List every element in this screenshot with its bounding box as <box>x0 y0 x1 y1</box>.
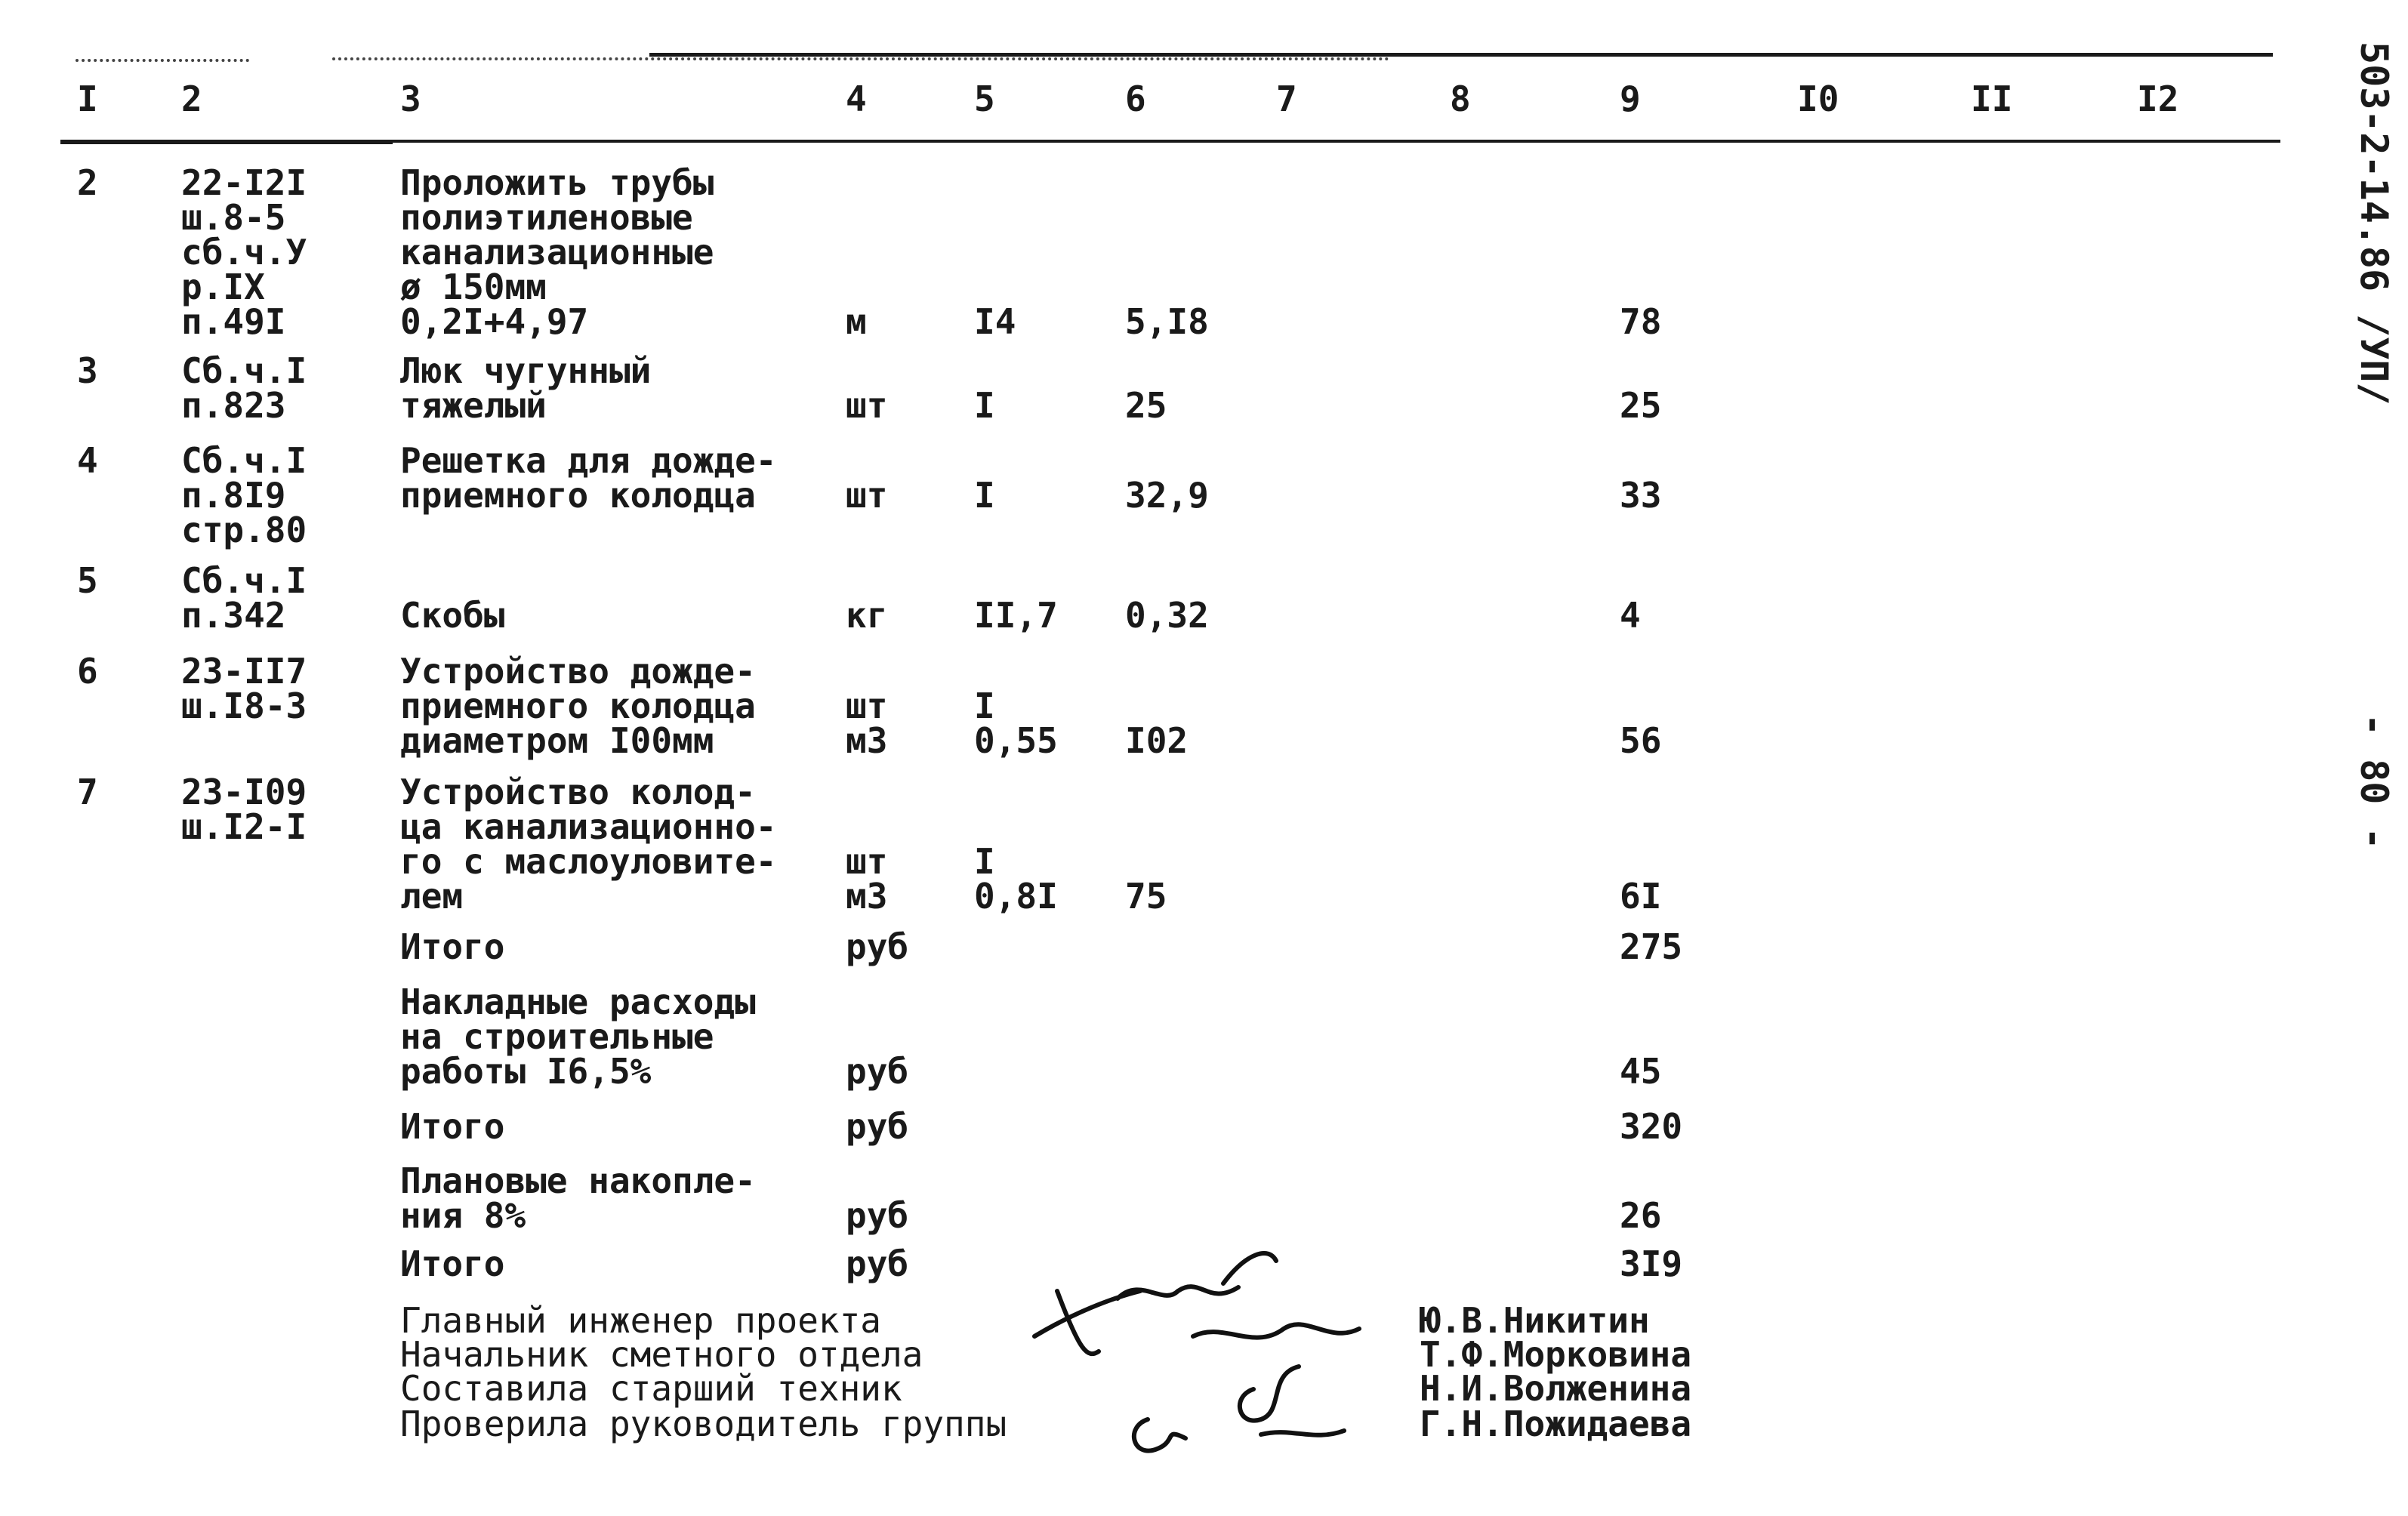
row-code-line: Сб.ч.I <box>181 560 307 601</box>
row-name-line: диаметром I00мм <box>400 720 714 761</box>
row-name-line: тяжелый <box>400 385 547 426</box>
row-name-line: канализационные <box>400 232 714 273</box>
margin-document-code: 503-2-14.86 /УП/ <box>2352 42 2396 405</box>
row-name-line: Устройство дожде- <box>400 651 756 692</box>
row-unit-price: 25 <box>1125 385 1167 426</box>
row-code-line: п.49I <box>181 301 286 342</box>
row-name-line: приемного колодца <box>400 686 756 726</box>
row-number: 7 <box>77 772 98 812</box>
row-code-line: п.342 <box>181 595 286 636</box>
top-dotted-line-left <box>76 59 249 62</box>
row-code-line: п.8I9 <box>181 475 286 516</box>
summary-label-line: Накладные расходы <box>400 981 756 1022</box>
column-header-11: II <box>1971 79 2013 119</box>
summary-label-line: ния 8% <box>400 1195 526 1236</box>
row-total: 6I <box>1620 876 1662 917</box>
row-number: 2 <box>77 162 98 203</box>
row-code-line: Сб.ч.I <box>181 440 307 481</box>
row-quantity: II,7 <box>974 595 1058 636</box>
column-header-8: 8 <box>1450 79 1471 119</box>
row-number: 3 <box>77 350 98 391</box>
row-unit: шт <box>846 385 888 426</box>
summary-label-line: Итого <box>400 1106 505 1147</box>
row-code-line: ш.I8-3 <box>181 686 307 726</box>
row-code-line: стр.80 <box>181 510 307 550</box>
summary-label-line: работы I6,5% <box>400 1051 652 1092</box>
row-code-line: сб.ч.У <box>181 232 307 273</box>
row-name-line: ца канализационно- <box>400 806 777 847</box>
column-header-6: 6 <box>1125 79 1146 119</box>
row-name-line: Решетка для дожде- <box>400 440 777 481</box>
row-unit-price: 5,I8 <box>1125 301 1209 342</box>
summary-label-line: на строительные <box>400 1016 714 1057</box>
row-unit-line: шт <box>846 841 888 882</box>
row-name-line: лем <box>400 876 464 917</box>
row-number: 5 <box>77 560 98 601</box>
row-total: 56 <box>1620 720 1662 761</box>
row-unit: кг <box>846 595 888 636</box>
row-quantity: I <box>974 475 995 516</box>
summary-label-line: Плановые накопле- <box>400 1160 756 1201</box>
header-rule-left <box>60 140 393 144</box>
row-quantity: I4 <box>974 301 1016 342</box>
signature-person: Г.Н.Пожидаева <box>1420 1404 1692 1444</box>
column-header-5: 5 <box>974 79 995 119</box>
row-code-line: ш.I2-I <box>181 806 307 847</box>
row-unit: шт <box>846 475 888 516</box>
summary-label-line: Итого <box>400 1243 505 1284</box>
row-name-line: 0,2I+4,97 <box>400 301 589 342</box>
row-name-line: приемного колодца <box>400 475 756 516</box>
signature-role: Главный инженер проекта <box>400 1300 881 1341</box>
row-name-line: полиэтиленовые <box>400 197 693 238</box>
row-name-line: Скобы <box>400 595 505 636</box>
signature-role: Проверила руководитель группы <box>400 1404 1007 1444</box>
top-dotted-line-mid <box>332 57 1389 60</box>
row-unit-price: 32,9 <box>1125 475 1209 516</box>
signature-person: Н.И.Волженина <box>1420 1368 1692 1409</box>
row-unit: м <box>846 301 867 342</box>
summary-total: 26 <box>1620 1195 1662 1236</box>
row-unit: м3 <box>846 720 888 761</box>
handwritten-signature-2 <box>1118 1344 1359 1465</box>
row-code-line: 23-I09 <box>181 772 307 812</box>
row-total: 78 <box>1620 301 1662 342</box>
row-number: 6 <box>77 651 98 692</box>
summary-unit: руб <box>846 1106 909 1147</box>
signature-person: Т.Ф.Морковина <box>1420 1334 1692 1375</box>
summary-label-line: Итого <box>400 926 505 967</box>
signature-role: Начальник сметного отдела <box>400 1334 923 1375</box>
summary-total: 275 <box>1620 926 1683 967</box>
row-code-line: ш.8-5 <box>181 197 286 238</box>
column-header-4: 4 <box>846 79 867 119</box>
column-header-3: 3 <box>400 79 421 119</box>
row-code-line: п.823 <box>181 385 286 426</box>
column-header-12: I2 <box>2137 79 2179 119</box>
row-qty-line: I <box>974 841 995 882</box>
row-code-line: Сб.ч.I <box>181 350 307 391</box>
signature-role: Составила старший техник <box>400 1368 902 1409</box>
row-unit-line: шт <box>846 686 888 726</box>
row-unit-price: 0,32 <box>1125 595 1209 636</box>
row-name-line: ø 150мм <box>400 267 547 307</box>
summary-total: 320 <box>1620 1106 1683 1147</box>
signature-person: Ю.В.Никитин <box>1420 1300 1650 1341</box>
summary-total: 3I9 <box>1620 1243 1683 1284</box>
summary-unit: руб <box>846 1243 909 1284</box>
row-code-line: 23-II7 <box>181 651 307 692</box>
row-total: 4 <box>1620 595 1641 636</box>
column-header-2: 2 <box>181 79 202 119</box>
summary-unit: руб <box>846 1051 909 1092</box>
row-qty-line: I <box>974 686 995 726</box>
row-total: 33 <box>1620 475 1662 516</box>
column-header-9: 9 <box>1620 79 1641 119</box>
row-number: 4 <box>77 440 98 481</box>
row-name-line: Устройство колод- <box>400 772 756 812</box>
row-unit-price: I02 <box>1125 720 1189 761</box>
row-name-line: Люк чугунный <box>400 350 652 391</box>
row-name-line: Проложить трубы <box>400 162 714 203</box>
row-code-line: 22-I2I <box>181 162 307 203</box>
row-quantity: 0,55 <box>974 720 1058 761</box>
row-unit: м3 <box>846 876 888 917</box>
margin-page-number: - 80 - <box>2352 713 2396 850</box>
column-header-1: I <box>77 79 98 119</box>
row-quantity: I <box>974 385 995 426</box>
column-header-10: I0 <box>1797 79 1839 119</box>
summary-unit: руб <box>846 926 909 967</box>
row-name-line: го с маслоуловите- <box>400 841 777 882</box>
top-rule <box>649 53 2273 57</box>
summary-unit: руб <box>846 1195 909 1236</box>
row-unit-price: 75 <box>1125 876 1167 917</box>
header-rule-right <box>393 140 2280 143</box>
row-quantity: 0,8I <box>974 876 1058 917</box>
summary-total: 45 <box>1620 1051 1662 1092</box>
row-code-line: р.IX <box>181 267 265 307</box>
row-total: 25 <box>1620 385 1662 426</box>
column-header-7: 7 <box>1276 79 1297 119</box>
